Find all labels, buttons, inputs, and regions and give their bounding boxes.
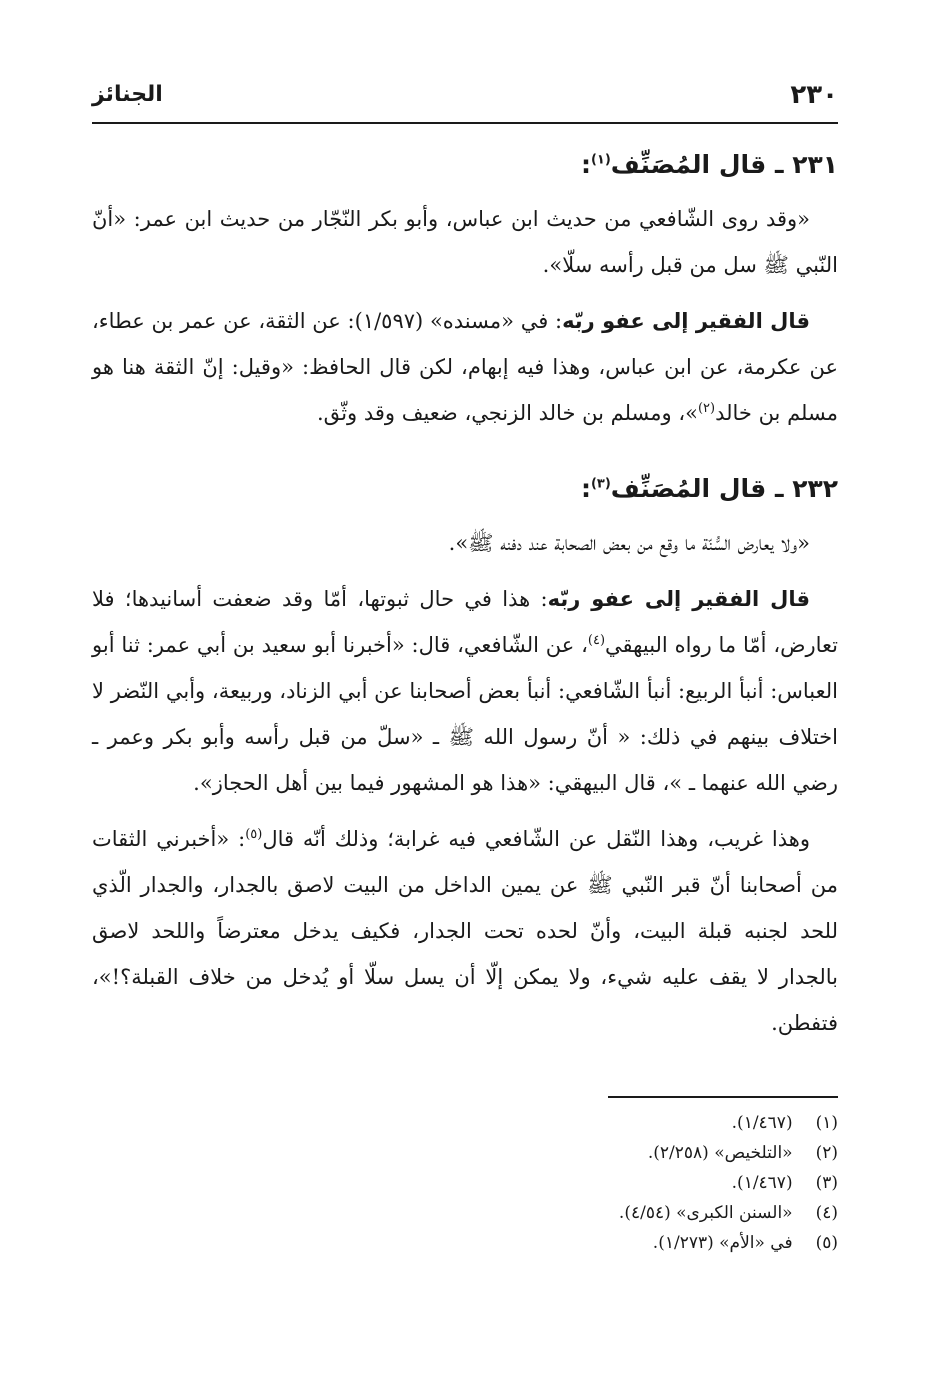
- footnote-number: (٤): [815, 1203, 838, 1223]
- header-divider: [92, 122, 838, 124]
- commentary-text-cont: »، ومسلم بن خالد الزنجي، ضعيف وقد وثّق.: [317, 401, 698, 425]
- footnote-item: [338, 1108, 838, 1138]
- footnote-number: (٥): [815, 1233, 838, 1253]
- footnote-ref: (٥): [245, 827, 263, 842]
- footnote-text: (١/٤٦٧).: [731, 1113, 793, 1133]
- section-heading-text: ٢٣١ ـ قال المُصَنِّف: [610, 150, 838, 179]
- chapter-title: الجنائز: [92, 82, 163, 107]
- footnote-ref: (٤): [587, 633, 606, 648]
- footnote-item: [338, 1228, 838, 1258]
- commentary-232-paragraph-2: [92, 816, 838, 1046]
- section-spacer: [92, 446, 838, 464]
- section-heading-231: [92, 140, 838, 190]
- section-heading-text: ٢٣٢ ـ قال المُصَنِّف: [610, 474, 838, 503]
- paragraph-text-cont: : «أخبرني الثقات من أصحابنا أنّ قبر النّبي ﷺ عن يمين الداخل من البيت لاصق بالجدار، والجدار الّذي للحد لجنبه قبلة البيت، وأنّ لحده تحت الجدار، فكيف يدخل معترضاً واللحد لاصق بالجدار لا يقف عليه شيء، ولا يمكن إلّا أن يسل سلّا أو يُدخل من خلاف القبلة؟!»، فتفطن.: [92, 827, 838, 1035]
- footnotes-list: [338, 1108, 838, 1258]
- heading-colon: :: [580, 150, 591, 179]
- commentary-lead: قال الفقير إلى عفو ربّه: [562, 309, 810, 333]
- footnote-text: في «الأم» (١/٢٧٣).: [652, 1233, 793, 1253]
- commentary-231: [92, 298, 838, 436]
- footnote-text: (١/٤٦٧).: [731, 1173, 793, 1193]
- page-number: ٢٣٠: [790, 80, 838, 110]
- footnote-item: [338, 1168, 838, 1198]
- commentary-text: : في «مسنده» (١/٥٩٧): عن الثقة، عن عمر بن عطاء، عن عكرمة، عن ابن عباس، وهذا فيه إبهام، لكن قال الحافظ: «وقيل: إنّ الثقة هنا هو مسلم بن خالد: [92, 309, 838, 425]
- running-header: [92, 80, 838, 122]
- footnote-divider: [608, 1096, 838, 1098]
- commentary-text: : هذا في حال ثبوتها، أمّا وقد ضعفت أسانيدها؛ فلا تعارض، أمّا ما رواه البيهقي: [92, 587, 839, 657]
- footnote-ref: (٢): [697, 401, 716, 416]
- commentary-232: [92, 576, 838, 806]
- commentary-text-cont: ، عن الشّافعي، قال: «أخبرنا أبو سعيد بن أبي عمر: ثنا أبو العباس: أنبأ الربيع: أنبأ الشّافعي: أنبأ بعض أصحابنا عن أبي الزناد، وربيعة، وأبي النّضر لا اختلاف بينهم في ذلك: « أنّ رسول الله ﷺ ـ «سلّ من قبل رأسه وأبو بكر وعمر ـ رضي الله عنهما ـ »، قال البيهقي: «هذا هو المشهور فيما بين أهل الحجاز».: [92, 633, 838, 795]
- footnote-ref: (١): [590, 152, 611, 168]
- section-heading-232: [92, 464, 838, 514]
- footnote-ref: (٣): [590, 476, 611, 492]
- paragraph-text: وهذا غريب، وهذا النّقل عن الشّافعي فيه غرابة؛ وذلك أنّه قال: [262, 827, 810, 851]
- footnote-number: (٢): [815, 1143, 838, 1163]
- commentary-lead: قال الفقير إلى عفو ربّه: [547, 587, 810, 611]
- heading-colon: :: [580, 474, 591, 503]
- author-quote-232: «ولا يعارض السُّنّة ما وقع من بعض الصحابة عند دفنه ﷺ».: [448, 531, 810, 555]
- footnote-item: [338, 1198, 838, 1228]
- footnote-text: «السنن الكبرى» (٤/٥٤).: [618, 1203, 793, 1223]
- footnote-text: «التلخيص» (٢/٢٥٨).: [647, 1143, 793, 1163]
- footnote-number: (٣): [815, 1173, 838, 1193]
- footnote-number: (١): [815, 1113, 838, 1133]
- author-quote-231: «وقد روى الشّافعي من حديث ابن عباس، وأبو بكر النّجّار من حديث ابن عمر: «أنّ النّبي ﷺ سل من قبل رأسه سلّا».: [92, 207, 838, 277]
- main-text: [92, 140, 838, 1056]
- footnote-item: [338, 1138, 838, 1168]
